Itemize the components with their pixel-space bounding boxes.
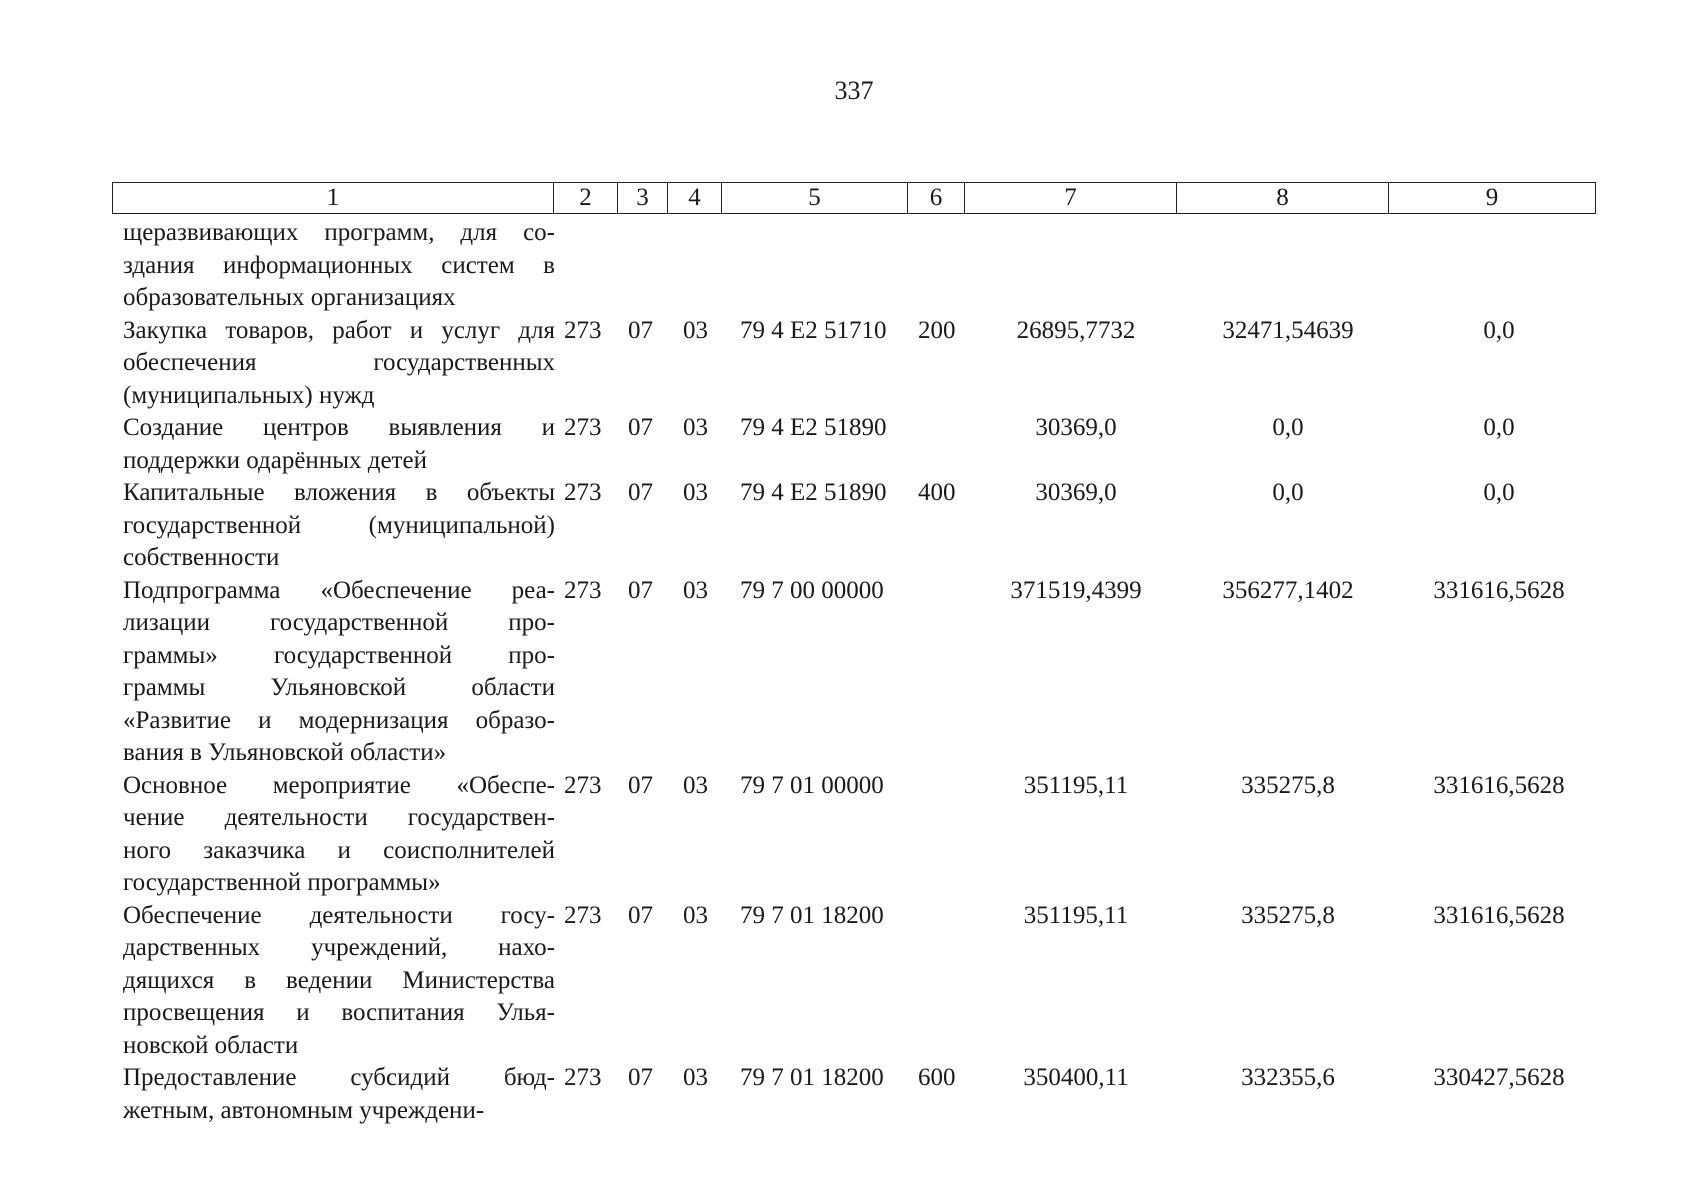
description-line: чение деятельности государствен- bbox=[123, 804, 555, 831]
cell-col-3: 07 bbox=[628, 1064, 653, 1091]
cell-col-9: 331616,5628 bbox=[1433, 901, 1565, 929]
cell-col-9: 0,0 bbox=[1483, 414, 1515, 441]
row-description bbox=[112, 477, 555, 575]
cell-col-7: 371519,4399 bbox=[1010, 576, 1142, 604]
cell-col-4: 03 bbox=[683, 316, 708, 344]
cell-col-5: 79 7 01 18200 bbox=[740, 1064, 884, 1091]
cell-col-8: 0,0 bbox=[1272, 414, 1304, 441]
cell-col-3: 07 bbox=[628, 576, 653, 604]
row-description bbox=[112, 315, 555, 413]
cell-col-8: 356277,1402 bbox=[1222, 576, 1354, 604]
header-col-1: 1 bbox=[113, 183, 554, 214]
cell-col-9: 331616,5628 bbox=[1433, 771, 1565, 799]
cell-col-4: 03 bbox=[683, 1064, 708, 1091]
table-row bbox=[112, 1062, 1607, 1127]
row-description bbox=[112, 217, 555, 315]
page-number: 337 bbox=[834, 76, 874, 105]
description-line: щеразвивающих программ, для со- bbox=[123, 219, 555, 246]
cell-col-2: 273 bbox=[564, 316, 602, 344]
table-row bbox=[112, 412, 1607, 477]
description-line: обеспечения государственных bbox=[123, 349, 555, 376]
cell-col-8: 332355,6 bbox=[1241, 1064, 1335, 1091]
header-col-2: 2 bbox=[554, 183, 618, 214]
cell-col-4: 03 bbox=[683, 901, 708, 929]
description-line: Создание центров выявления и bbox=[123, 414, 555, 441]
cell-col-2: 273 bbox=[564, 479, 602, 506]
header-col-5: 5 bbox=[722, 183, 908, 214]
cell-col-8: 335275,8 bbox=[1241, 771, 1335, 799]
cell-col-2: 273 bbox=[564, 576, 602, 604]
cell-col-3: 07 bbox=[628, 771, 653, 799]
cell-col-5: 79 4 E2 51890 bbox=[740, 479, 887, 506]
row-description bbox=[112, 1062, 555, 1127]
cell-col-5: 79 7 01 00000 bbox=[740, 771, 884, 799]
description-line: государственной (муниципальной) bbox=[123, 511, 555, 539]
cell-col-4: 03 bbox=[683, 479, 708, 506]
header-row bbox=[113, 183, 1596, 214]
cell-col-5: 79 7 00 00000 bbox=[740, 576, 884, 604]
description-line: жетным, автономным учреждени- bbox=[123, 1096, 485, 1124]
cell-col-9: 0,0 bbox=[1483, 316, 1515, 344]
table-row bbox=[112, 770, 1607, 900]
row-description bbox=[112, 412, 555, 477]
cell-col-2: 273 bbox=[564, 771, 602, 799]
column-header-table bbox=[112, 182, 1596, 214]
description-line: Подпрограмма «Обеспечение реа- bbox=[123, 576, 555, 604]
description-line: дящихся в ведении Министерства bbox=[123, 966, 555, 994]
cell-col-7: 30369,0 bbox=[1035, 414, 1117, 441]
description-line: новской области bbox=[123, 1031, 299, 1059]
description-line: граммы» государственной про- bbox=[123, 641, 555, 669]
description-line: граммы Ульяновской области bbox=[123, 674, 555, 701]
cell-col-7: 351195,11 bbox=[1023, 901, 1129, 929]
cell-col-9: 331616,5628 bbox=[1433, 576, 1565, 604]
cell-col-6: 200 bbox=[918, 316, 956, 344]
cell-col-4: 03 bbox=[683, 414, 708, 441]
row-description bbox=[112, 900, 555, 1063]
description-line: собственности bbox=[123, 544, 280, 571]
cell-col-9: 330427,5628 bbox=[1433, 1064, 1565, 1091]
cell-col-5: 79 7 01 18200 bbox=[740, 901, 884, 929]
cell-col-3: 07 bbox=[628, 901, 653, 929]
table-row bbox=[112, 900, 1607, 1063]
cell-col-3: 07 bbox=[628, 316, 653, 344]
cell-col-6: 400 bbox=[918, 479, 956, 506]
description-line: дарственных учреждений, нахо- bbox=[123, 934, 555, 961]
cell-col-7: 26895,7732 bbox=[1016, 316, 1136, 344]
cell-col-5: 79 4 E2 51890 bbox=[740, 414, 887, 441]
description-line: Обеспечение деятельности госу- bbox=[123, 901, 555, 929]
cell-col-3: 07 bbox=[628, 414, 653, 441]
row-description bbox=[112, 575, 555, 770]
table-row bbox=[112, 315, 1607, 413]
description-line: ного заказчика и соисполнителей bbox=[123, 836, 555, 864]
description-line: Закупка товаров, работ и услуг для bbox=[123, 316, 555, 344]
description-line: (муниципальных) нужд bbox=[123, 381, 375, 409]
cell-col-4: 03 bbox=[683, 771, 708, 799]
header-col-4: 4 bbox=[668, 183, 722, 214]
cell-col-2: 273 bbox=[564, 414, 602, 441]
header-col-6: 6 bbox=[908, 183, 965, 214]
cell-col-6: 600 bbox=[918, 1064, 956, 1091]
table-row bbox=[112, 217, 1607, 315]
description-line: государственной программы» bbox=[123, 869, 441, 896]
header-col-3: 3 bbox=[618, 183, 668, 214]
cell-col-9: 0,0 bbox=[1483, 479, 1515, 506]
description-line: Капитальные вложения в объекты bbox=[123, 479, 555, 506]
cell-col-7: 351195,11 bbox=[1023, 771, 1129, 799]
description-line: «Развитие и модернизация образо- bbox=[123, 706, 555, 734]
cell-col-8: 32471,54639 bbox=[1222, 316, 1354, 344]
header-col-9: 9 bbox=[1389, 183, 1596, 214]
cell-col-7: 30369,0 bbox=[1035, 479, 1117, 506]
description-line: вания в Ульяновской области» bbox=[123, 739, 447, 766]
header-col-7: 7 bbox=[965, 183, 1177, 214]
description-line: просвещения и воспитания Улья- bbox=[123, 999, 555, 1026]
table-row bbox=[112, 477, 1607, 575]
description-line: Предоставление субсидий бюд- bbox=[123, 1064, 555, 1091]
header-col-8: 8 bbox=[1177, 183, 1389, 214]
description-line: Основное мероприятие «Обеспе- bbox=[123, 771, 555, 799]
table-body bbox=[112, 217, 1607, 1127]
cell-col-8: 335275,8 bbox=[1241, 901, 1335, 929]
description-line: поддержки одарённых детей bbox=[123, 446, 427, 474]
row-description bbox=[112, 770, 555, 900]
cell-col-2: 273 bbox=[564, 901, 602, 929]
cell-col-8: 0,0 bbox=[1272, 479, 1304, 506]
cell-col-4: 03 bbox=[683, 576, 708, 604]
cell-col-7: 350400,11 bbox=[1023, 1064, 1129, 1091]
cell-col-5: 79 4 E2 51710 bbox=[740, 316, 887, 344]
cell-col-2: 273 bbox=[564, 1064, 602, 1091]
cell-col-3: 07 bbox=[628, 479, 653, 506]
description-line: образовательных организациях bbox=[123, 284, 456, 311]
description-line: лизации государственной про- bbox=[123, 609, 555, 636]
table-row bbox=[112, 575, 1607, 770]
description-line: здания информационных систем в bbox=[123, 251, 555, 279]
